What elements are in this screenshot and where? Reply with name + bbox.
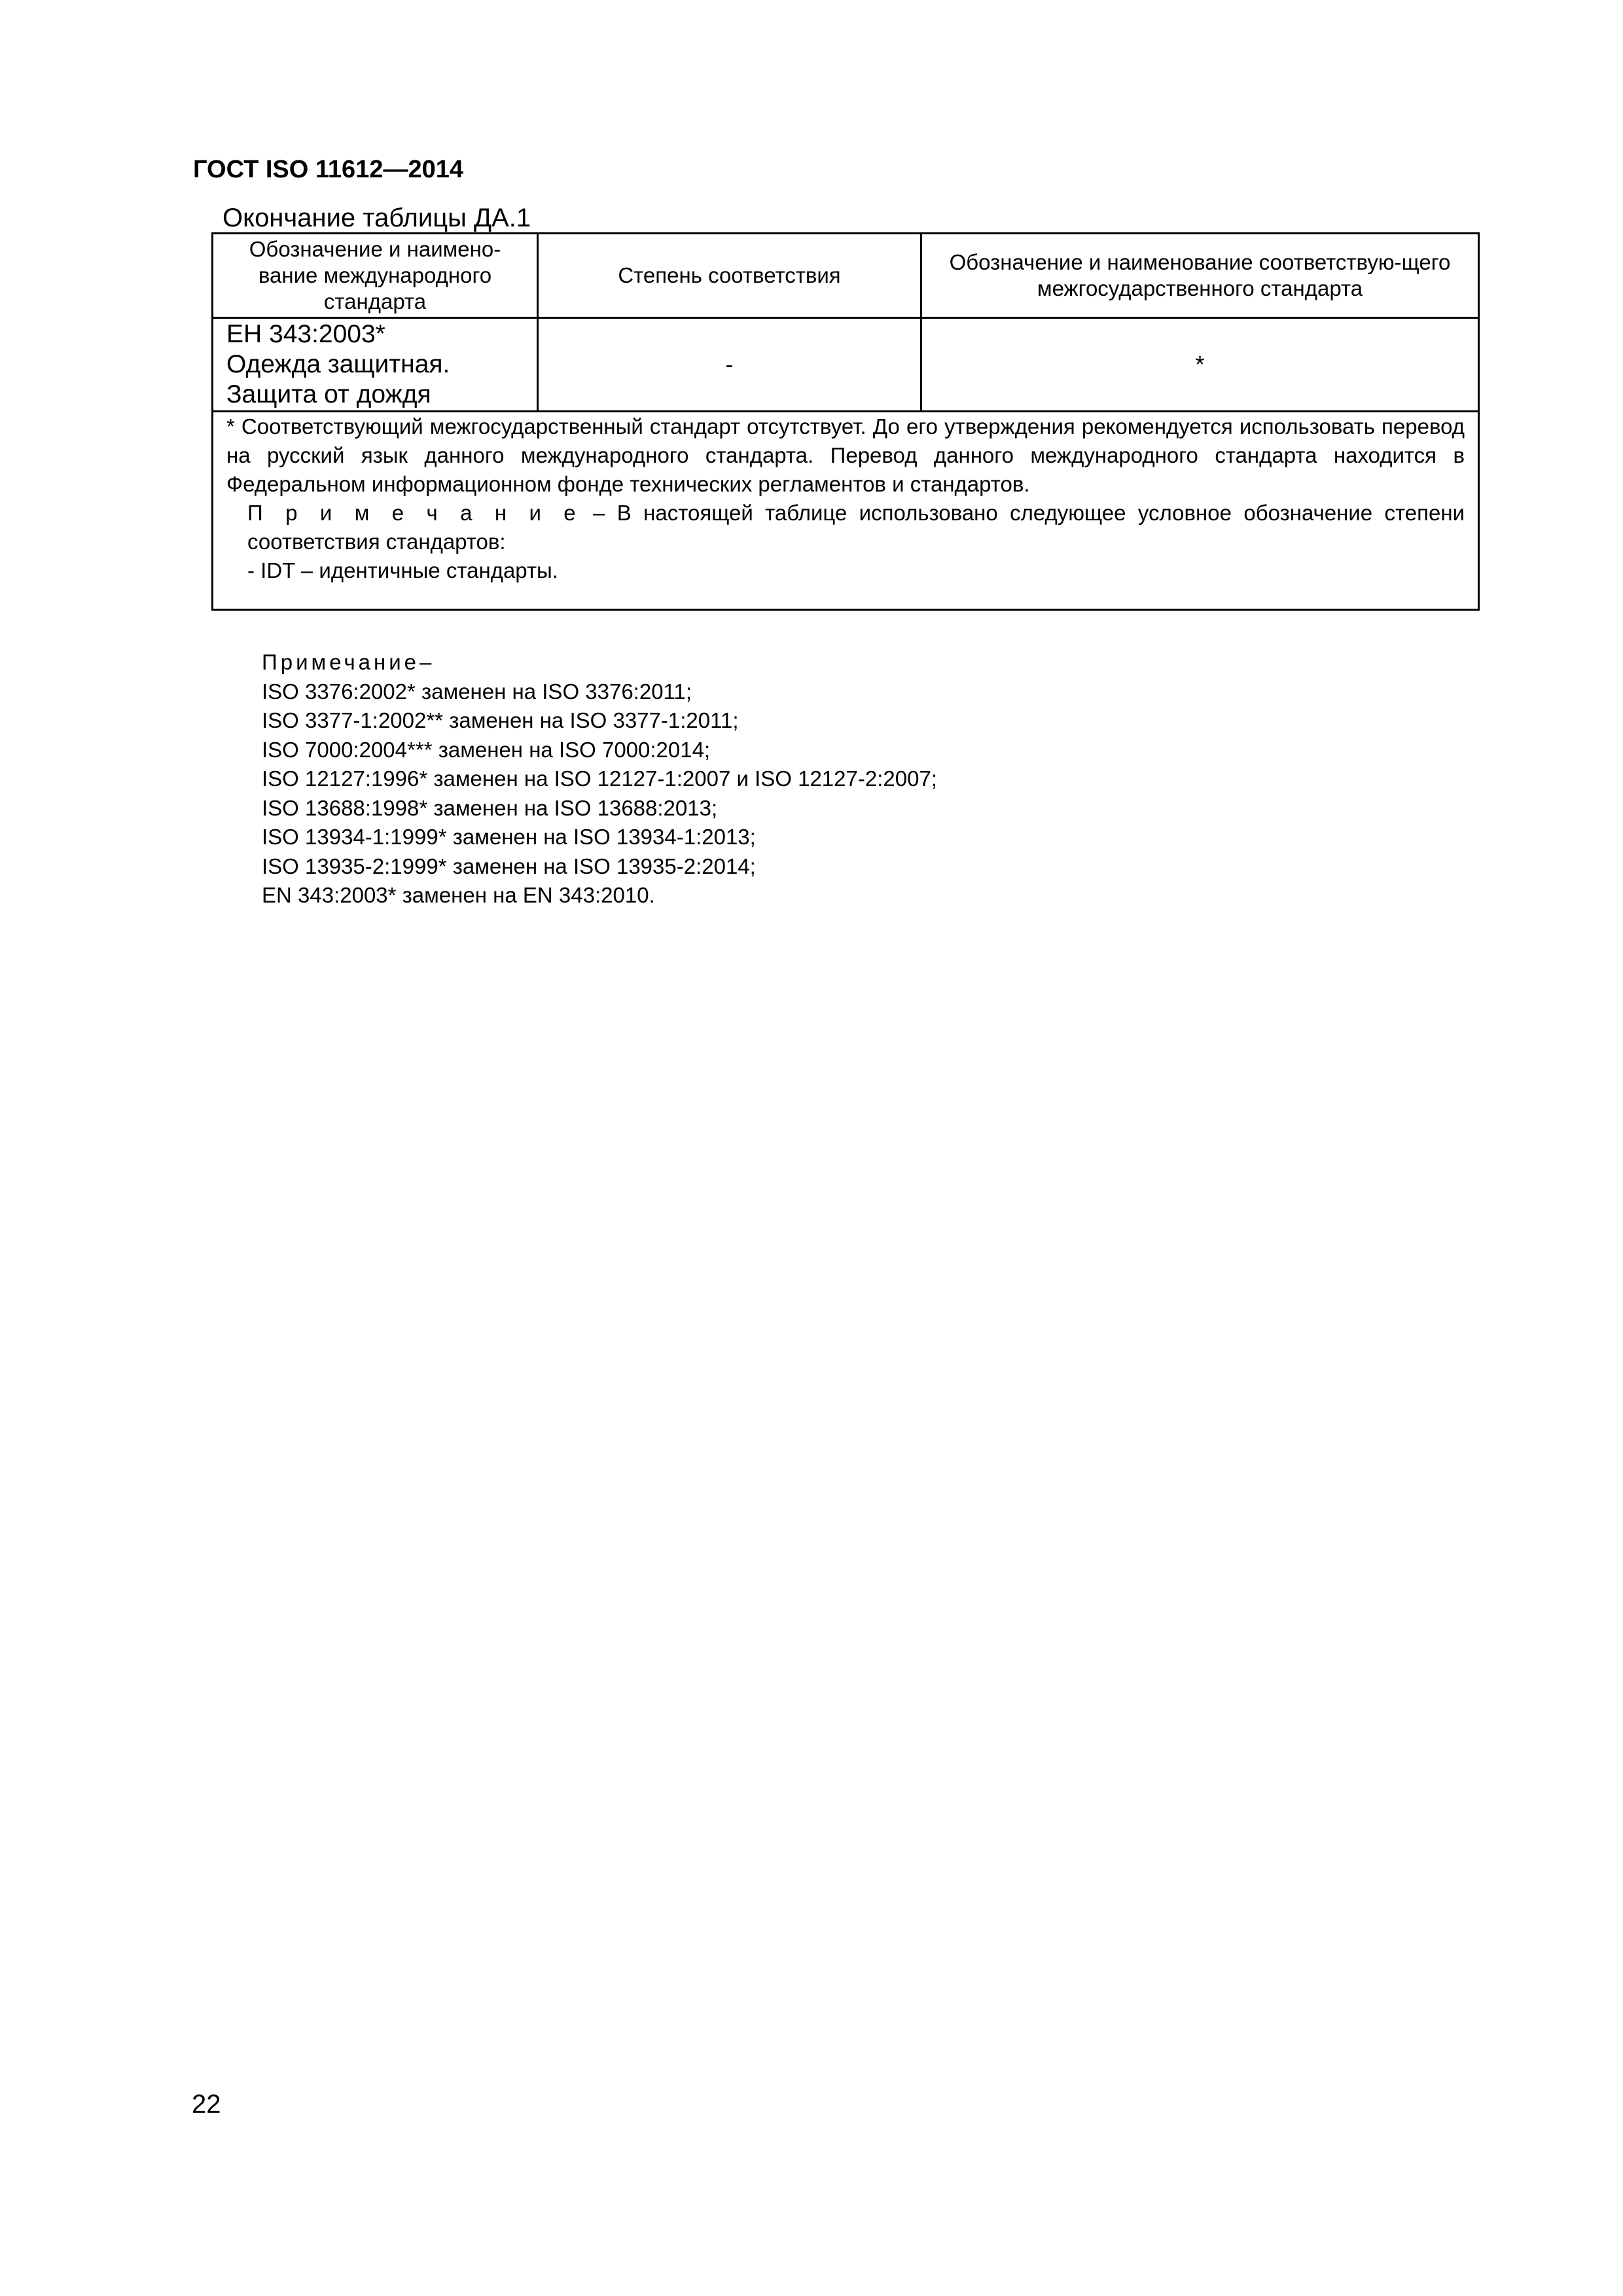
- table-row: [213, 318, 1479, 412]
- replacement-notes: [262, 648, 937, 910]
- page-number: 22: [192, 2090, 221, 2119]
- document-title: ГОСТ ISO 11612—2014: [193, 156, 463, 183]
- table-note-item: - IDT – идентичные стандарты.: [247, 558, 558, 583]
- cell-degree: -: [538, 318, 921, 412]
- table-note-label: П р и м е ч а н и е: [247, 501, 581, 525]
- list-item: ISO 12127:1996* заменен на ISO 12127-1:2007 и ISO 12127-2:2007;: [262, 766, 937, 791]
- header-cell-interstate: [921, 234, 1479, 318]
- header-cell-degree: [538, 234, 921, 318]
- list-item: ISO 13688:1998* заменен на ISO 13688:2013;: [262, 795, 718, 820]
- list-item: EN 343:2003* заменен на EN 343:2010.: [262, 883, 655, 907]
- list-item: ISO 7000:2004*** заменен на ISO 7000:2014;: [262, 737, 711, 762]
- header-cell-international: [213, 234, 538, 318]
- designation-line: Защита от дождя: [226, 380, 431, 408]
- header-text-interstate: Обозначение и наименование соответствую-щего межгосударственного стандарта: [949, 250, 1451, 300]
- designation-line: Одежда защитная.: [226, 350, 450, 378]
- footnote-text: * Соответствующий межгосударственный стандарт отсутствует. До его утверждения рекомендуется использовать перевод на русский язык данного международного стандарта. Перевод данного международного стандарта находится в Федеральном информационном фонде технических регламентов и стандартов.: [226, 414, 1465, 496]
- notes-heading: Примечание–: [262, 650, 435, 674]
- table-caption: Окончание таблицы ДА.1: [223, 204, 531, 232]
- table-note-text: – В настоящей таблице использовано следующее условное обозначение степени соответствия стандартов:: [247, 501, 1465, 554]
- list-item: ISO 3376:2002* заменен на ISO 3376:2011;: [262, 679, 692, 704]
- list-item: ISO 3377-1:2002** заменен на ISO 3377-1:2011;: [262, 708, 739, 732]
- list-item: ISO 13934-1:1999* заменен на ISO 13934-1:2013;: [262, 825, 756, 849]
- footnote-cell: [213, 412, 1479, 610]
- table-header-row: [213, 234, 1479, 318]
- table-note: [226, 499, 1465, 556]
- cell-international-designation: [213, 318, 538, 412]
- list-item: ISO 13935-2:1999* заменен на ISO 13935-2:2014;: [262, 853, 756, 878]
- cell-interstate: *: [921, 318, 1479, 412]
- standards-table: [211, 232, 1480, 611]
- header-text-international: Обозначение и наимено-вание международного стандарта: [249, 237, 501, 314]
- header-text-degree: Степень соответствия: [618, 263, 841, 287]
- designation-line: ЕН 343:2003*: [226, 320, 385, 348]
- table-footnote-row: [213, 412, 1479, 610]
